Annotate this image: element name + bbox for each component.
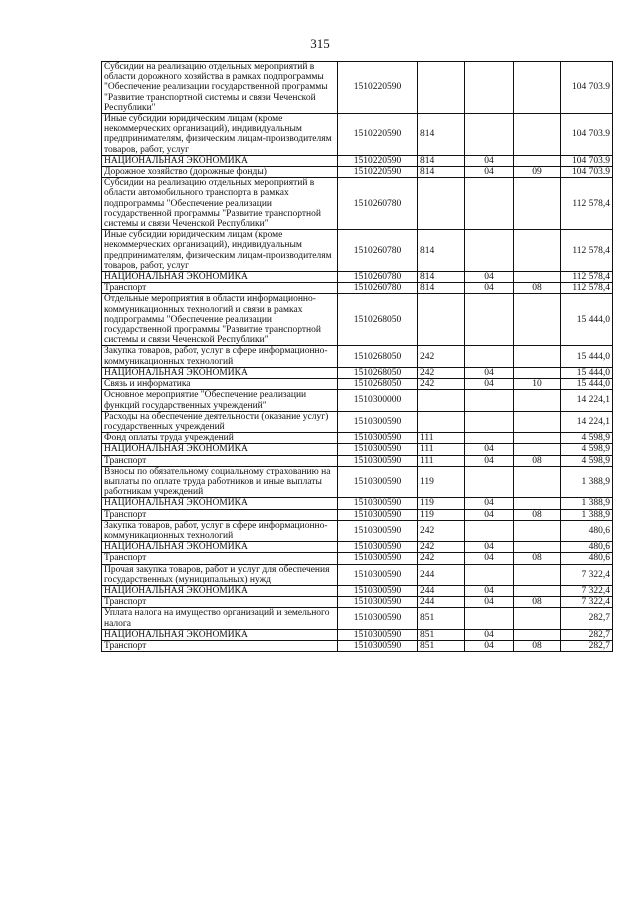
row-expense-type: 119	[418, 498, 465, 509]
table-row	[102, 564, 613, 585]
row-target-code: 1510300590	[338, 520, 418, 541]
row-amount: 112 578,4	[561, 283, 613, 294]
row-amount: 15 444,0	[561, 379, 613, 390]
row-subsection	[514, 411, 561, 432]
row-section: 04	[465, 640, 514, 651]
table-row	[102, 455, 613, 466]
row-target-code: 1510260780	[338, 272, 418, 283]
row-description: НАЦИОНАЛЬНАЯ ЭКОНОМИКА	[102, 444, 338, 455]
row-description: Субсидии на реализацию отдельных мероприятий в области автомобильного транспорта в рамках подпрограммы "Обеспечение реализации государственной программы "Развитие транспортной системы и связи Чеченской Республики"	[102, 178, 338, 230]
row-amount: 1 388,9	[561, 509, 613, 520]
row-section	[465, 466, 514, 498]
row-target-code: 1510300590	[338, 433, 418, 444]
row-target-code: 1510300590	[338, 542, 418, 553]
row-target-code: 1510220590	[338, 114, 418, 156]
table-row	[102, 367, 613, 378]
row-expense-type	[418, 390, 465, 411]
row-expense-type: 242	[418, 520, 465, 541]
row-section	[465, 62, 514, 114]
row-target-code: 1510268050	[338, 346, 418, 367]
row-description: Взносы по обязательному социальному страхованию на выплаты по оплате труда работников и иные выплаты работникам учреждений	[102, 466, 338, 498]
row-target-code: 1510300590	[338, 498, 418, 509]
table-row	[102, 608, 613, 629]
row-expense-type: 242	[418, 542, 465, 553]
row-amount: 282,7	[561, 640, 613, 651]
row-target-code: 1510300000	[338, 390, 418, 411]
row-section	[465, 230, 514, 272]
row-section: 04	[465, 629, 514, 640]
row-section: 04	[465, 167, 514, 178]
table-row	[102, 597, 613, 608]
row-section	[465, 114, 514, 156]
row-description: Транспорт	[102, 509, 338, 520]
budget-table	[101, 61, 613, 652]
row-subsection: 08	[514, 283, 561, 294]
row-expense-type: 851	[418, 608, 465, 629]
row-target-code: 1510300590	[338, 608, 418, 629]
row-subsection	[514, 294, 561, 346]
row-subsection: 09	[514, 167, 561, 178]
table-row	[102, 283, 613, 294]
row-amount: 104 703.9	[561, 114, 613, 156]
row-target-code: 1510268050	[338, 367, 418, 378]
row-description: Иные субсидии юридическим лицам (кроме некоммерческих организаций), индивидуальным предпринимателям, физическим лицам-производителям товаров, работ, услуг	[102, 230, 338, 272]
row-description: Закупка товаров, работ, услуг в сфере информационно-коммуникационных технологий	[102, 520, 338, 541]
table-row	[102, 346, 613, 367]
row-subsection	[514, 230, 561, 272]
row-subsection	[514, 466, 561, 498]
row-description: НАЦИОНАЛЬНАЯ ЭКОНОМИКА	[102, 585, 338, 596]
row-expense-type: 851	[418, 640, 465, 651]
row-subsection	[514, 433, 561, 444]
row-subsection	[514, 346, 561, 367]
row-subsection: 08	[514, 455, 561, 466]
row-expense-type: 851	[418, 629, 465, 640]
row-subsection	[514, 629, 561, 640]
row-amount: 282,7	[561, 608, 613, 629]
row-amount: 4 598,9	[561, 444, 613, 455]
table-row	[102, 466, 613, 498]
row-expense-type: 242	[418, 346, 465, 367]
row-description: Основное мероприятие "Обеспечение реализации функций государственных учреждений"	[102, 390, 338, 411]
row-expense-type	[418, 62, 465, 114]
row-description: Уплата налога на имущество организаций и земельного налога	[102, 608, 338, 629]
table-row	[102, 62, 613, 114]
table-row	[102, 542, 613, 553]
row-subsection	[514, 585, 561, 596]
row-section: 04	[465, 155, 514, 166]
table-row	[102, 379, 613, 390]
row-section	[465, 433, 514, 444]
row-description: Транспорт	[102, 553, 338, 564]
row-expense-type: 242	[418, 367, 465, 378]
row-description: Транспорт	[102, 640, 338, 651]
row-amount: 14 224,1	[561, 390, 613, 411]
row-expense-type	[418, 411, 465, 432]
row-target-code: 1510300590	[338, 455, 418, 466]
row-section	[465, 564, 514, 585]
row-expense-type: 111	[418, 444, 465, 455]
row-description: Отдельные мероприятия в области информационно-коммуникационных технологий и связи в рамках подпрограммы "Обеспечение реализации государственной программы "Развитие транспортной системы и связи Чеченской Республики"	[102, 294, 338, 346]
table-row	[102, 553, 613, 564]
row-amount: 282,7	[561, 629, 613, 640]
row-subsection	[514, 114, 561, 156]
row-section: 04	[465, 272, 514, 283]
row-amount: 7 322,4	[561, 597, 613, 608]
row-section: 04	[465, 498, 514, 509]
row-description: Закупка товаров, работ, услуг в сфере информационно-коммуникационных технологий	[102, 346, 338, 367]
row-section	[465, 608, 514, 629]
row-target-code: 1510220590	[338, 62, 418, 114]
table-row	[102, 155, 613, 166]
row-subsection	[514, 444, 561, 455]
row-description: НАЦИОНАЛЬНАЯ ЭКОНОМИКА	[102, 542, 338, 553]
row-subsection	[514, 367, 561, 378]
row-section	[465, 294, 514, 346]
table-row	[102, 520, 613, 541]
row-expense-type: 119	[418, 466, 465, 498]
row-target-code: 1510300590	[338, 585, 418, 596]
table-row	[102, 167, 613, 178]
row-amount: 15 444,0	[561, 346, 613, 367]
row-section: 04	[465, 585, 514, 596]
page-number: 315	[310, 36, 330, 51]
row-section	[465, 346, 514, 367]
row-expense-type: 814	[418, 272, 465, 283]
row-section: 04	[465, 283, 514, 294]
row-subsection: 08	[514, 509, 561, 520]
row-section	[465, 390, 514, 411]
table-row	[102, 640, 613, 651]
row-section	[465, 411, 514, 432]
row-section: 04	[465, 542, 514, 553]
row-target-code: 1510220590	[338, 167, 418, 178]
row-amount: 7 322,4	[561, 585, 613, 596]
row-description: Связь и информатика	[102, 379, 338, 390]
row-expense-type: 111	[418, 433, 465, 444]
row-target-code: 1510300590	[338, 564, 418, 585]
row-target-code: 1510300590	[338, 411, 418, 432]
row-amount: 480,6	[561, 520, 613, 541]
row-section: 04	[465, 367, 514, 378]
row-description: НАЦИОНАЛЬНАЯ ЭКОНОМИКА	[102, 367, 338, 378]
row-subsection	[514, 520, 561, 541]
table-row	[102, 585, 613, 596]
row-description: Субсидии на реализацию отдельных мероприятий в области дорожного хозяйства в рамках подпрограммы "Обеспечение реализации государственной программы "Развитие транспортной системы и связи Чеченской Республики"	[102, 62, 338, 114]
row-expense-type: 244	[418, 564, 465, 585]
row-amount: 4 598,9	[561, 455, 613, 466]
table-row	[102, 498, 613, 509]
row-section: 04	[465, 379, 514, 390]
row-subsection: 08	[514, 640, 561, 651]
row-section	[465, 520, 514, 541]
row-description: Транспорт	[102, 455, 338, 466]
row-expense-type	[418, 294, 465, 346]
row-subsection	[514, 178, 561, 230]
row-expense-type: 814	[418, 283, 465, 294]
row-amount: 15 444,0	[561, 294, 613, 346]
row-amount: 112 578,4	[561, 230, 613, 272]
row-amount: 104 703.9	[561, 62, 613, 114]
table-row	[102, 629, 613, 640]
table-row	[102, 509, 613, 520]
row-description: НАЦИОНАЛЬНАЯ ЭКОНОМИКА	[102, 629, 338, 640]
row-description: НАЦИОНАЛЬНАЯ ЭКОНОМИКА	[102, 272, 338, 283]
row-description: Расходы на обеспечение деятельности (оказание услуг) государственных учреждений	[102, 411, 338, 432]
row-expense-type: 242	[418, 379, 465, 390]
table-row	[102, 294, 613, 346]
table-row	[102, 114, 613, 156]
row-amount: 104 703.9	[561, 167, 613, 178]
row-subsection	[514, 498, 561, 509]
row-target-code: 1510300590	[338, 444, 418, 455]
row-target-code: 1510220590	[338, 155, 418, 166]
table-row	[102, 272, 613, 283]
row-section: 04	[465, 455, 514, 466]
row-description: НАЦИОНАЛЬНАЯ ЭКОНОМИКА	[102, 498, 338, 509]
table-row	[102, 390, 613, 411]
row-amount: 480,6	[561, 553, 613, 564]
row-subsection: 08	[514, 553, 561, 564]
row-subsection	[514, 272, 561, 283]
row-section: 04	[465, 553, 514, 564]
row-target-code: 1510260780	[338, 230, 418, 272]
row-amount: 480,6	[561, 542, 613, 553]
row-description: НАЦИОНАЛЬНАЯ ЭКОНОМИКА	[102, 155, 338, 166]
table-row	[102, 230, 613, 272]
row-target-code: 1510300590	[338, 640, 418, 651]
row-amount: 1 388,9	[561, 466, 613, 498]
row-target-code: 1510268050	[338, 294, 418, 346]
row-subsection	[514, 564, 561, 585]
row-section	[465, 178, 514, 230]
row-description: Фонд оплаты труда учреждений	[102, 433, 338, 444]
row-subsection	[514, 62, 561, 114]
row-subsection	[514, 155, 561, 166]
row-target-code: 1510300590	[338, 553, 418, 564]
row-description: Транспорт	[102, 597, 338, 608]
row-target-code: 1510260780	[338, 178, 418, 230]
row-amount: 7 322,4	[561, 564, 613, 585]
row-expense-type: 111	[418, 455, 465, 466]
table-row	[102, 444, 613, 455]
row-expense-type: 814	[418, 230, 465, 272]
table-row	[102, 411, 613, 432]
row-subsection	[514, 608, 561, 629]
row-amount: 14 224,1	[561, 411, 613, 432]
row-amount: 112 578,4	[561, 272, 613, 283]
row-description: Дорожное хозяйство (дорожные фонды)	[102, 167, 338, 178]
row-section: 04	[465, 597, 514, 608]
row-subsection	[514, 390, 561, 411]
row-subsection: 08	[514, 597, 561, 608]
row-expense-type: 814	[418, 155, 465, 166]
row-section: 04	[465, 444, 514, 455]
row-description: Транспорт	[102, 283, 338, 294]
table-row	[102, 178, 613, 230]
row-expense-type: 119	[418, 509, 465, 520]
row-subsection: 10	[514, 379, 561, 390]
table-row	[102, 433, 613, 444]
row-subsection	[514, 542, 561, 553]
row-target-code: 1510300590	[338, 597, 418, 608]
row-target-code: 1510300590	[338, 509, 418, 520]
row-description: Прочая закупка товаров, работ и услуг для обеспечения государственных (муниципальных) нужд	[102, 564, 338, 585]
row-expense-type: 244	[418, 585, 465, 596]
row-expense-type: 242	[418, 553, 465, 564]
row-amount: 112 578,4	[561, 178, 613, 230]
row-expense-type	[418, 178, 465, 230]
row-target-code: 1510260780	[338, 283, 418, 294]
row-amount: 4 598,9	[561, 433, 613, 444]
row-target-code: 1510300590	[338, 629, 418, 640]
row-section: 04	[465, 509, 514, 520]
row-amount: 104 703.9	[561, 155, 613, 166]
row-expense-type: 814	[418, 114, 465, 156]
budget-table-body	[102, 62, 613, 652]
row-amount: 1 388,9	[561, 498, 613, 509]
row-target-code: 1510268050	[338, 379, 418, 390]
row-amount: 15 444,0	[561, 367, 613, 378]
row-description: Иные субсидии юридическим лицам (кроме некоммерческих организаций), индивидуальным предпринимателям, физическим лицам-производителям товаров, работ, услуг	[102, 114, 338, 156]
row-expense-type: 244	[418, 597, 465, 608]
row-target-code: 1510300590	[338, 466, 418, 498]
row-expense-type: 814	[418, 167, 465, 178]
